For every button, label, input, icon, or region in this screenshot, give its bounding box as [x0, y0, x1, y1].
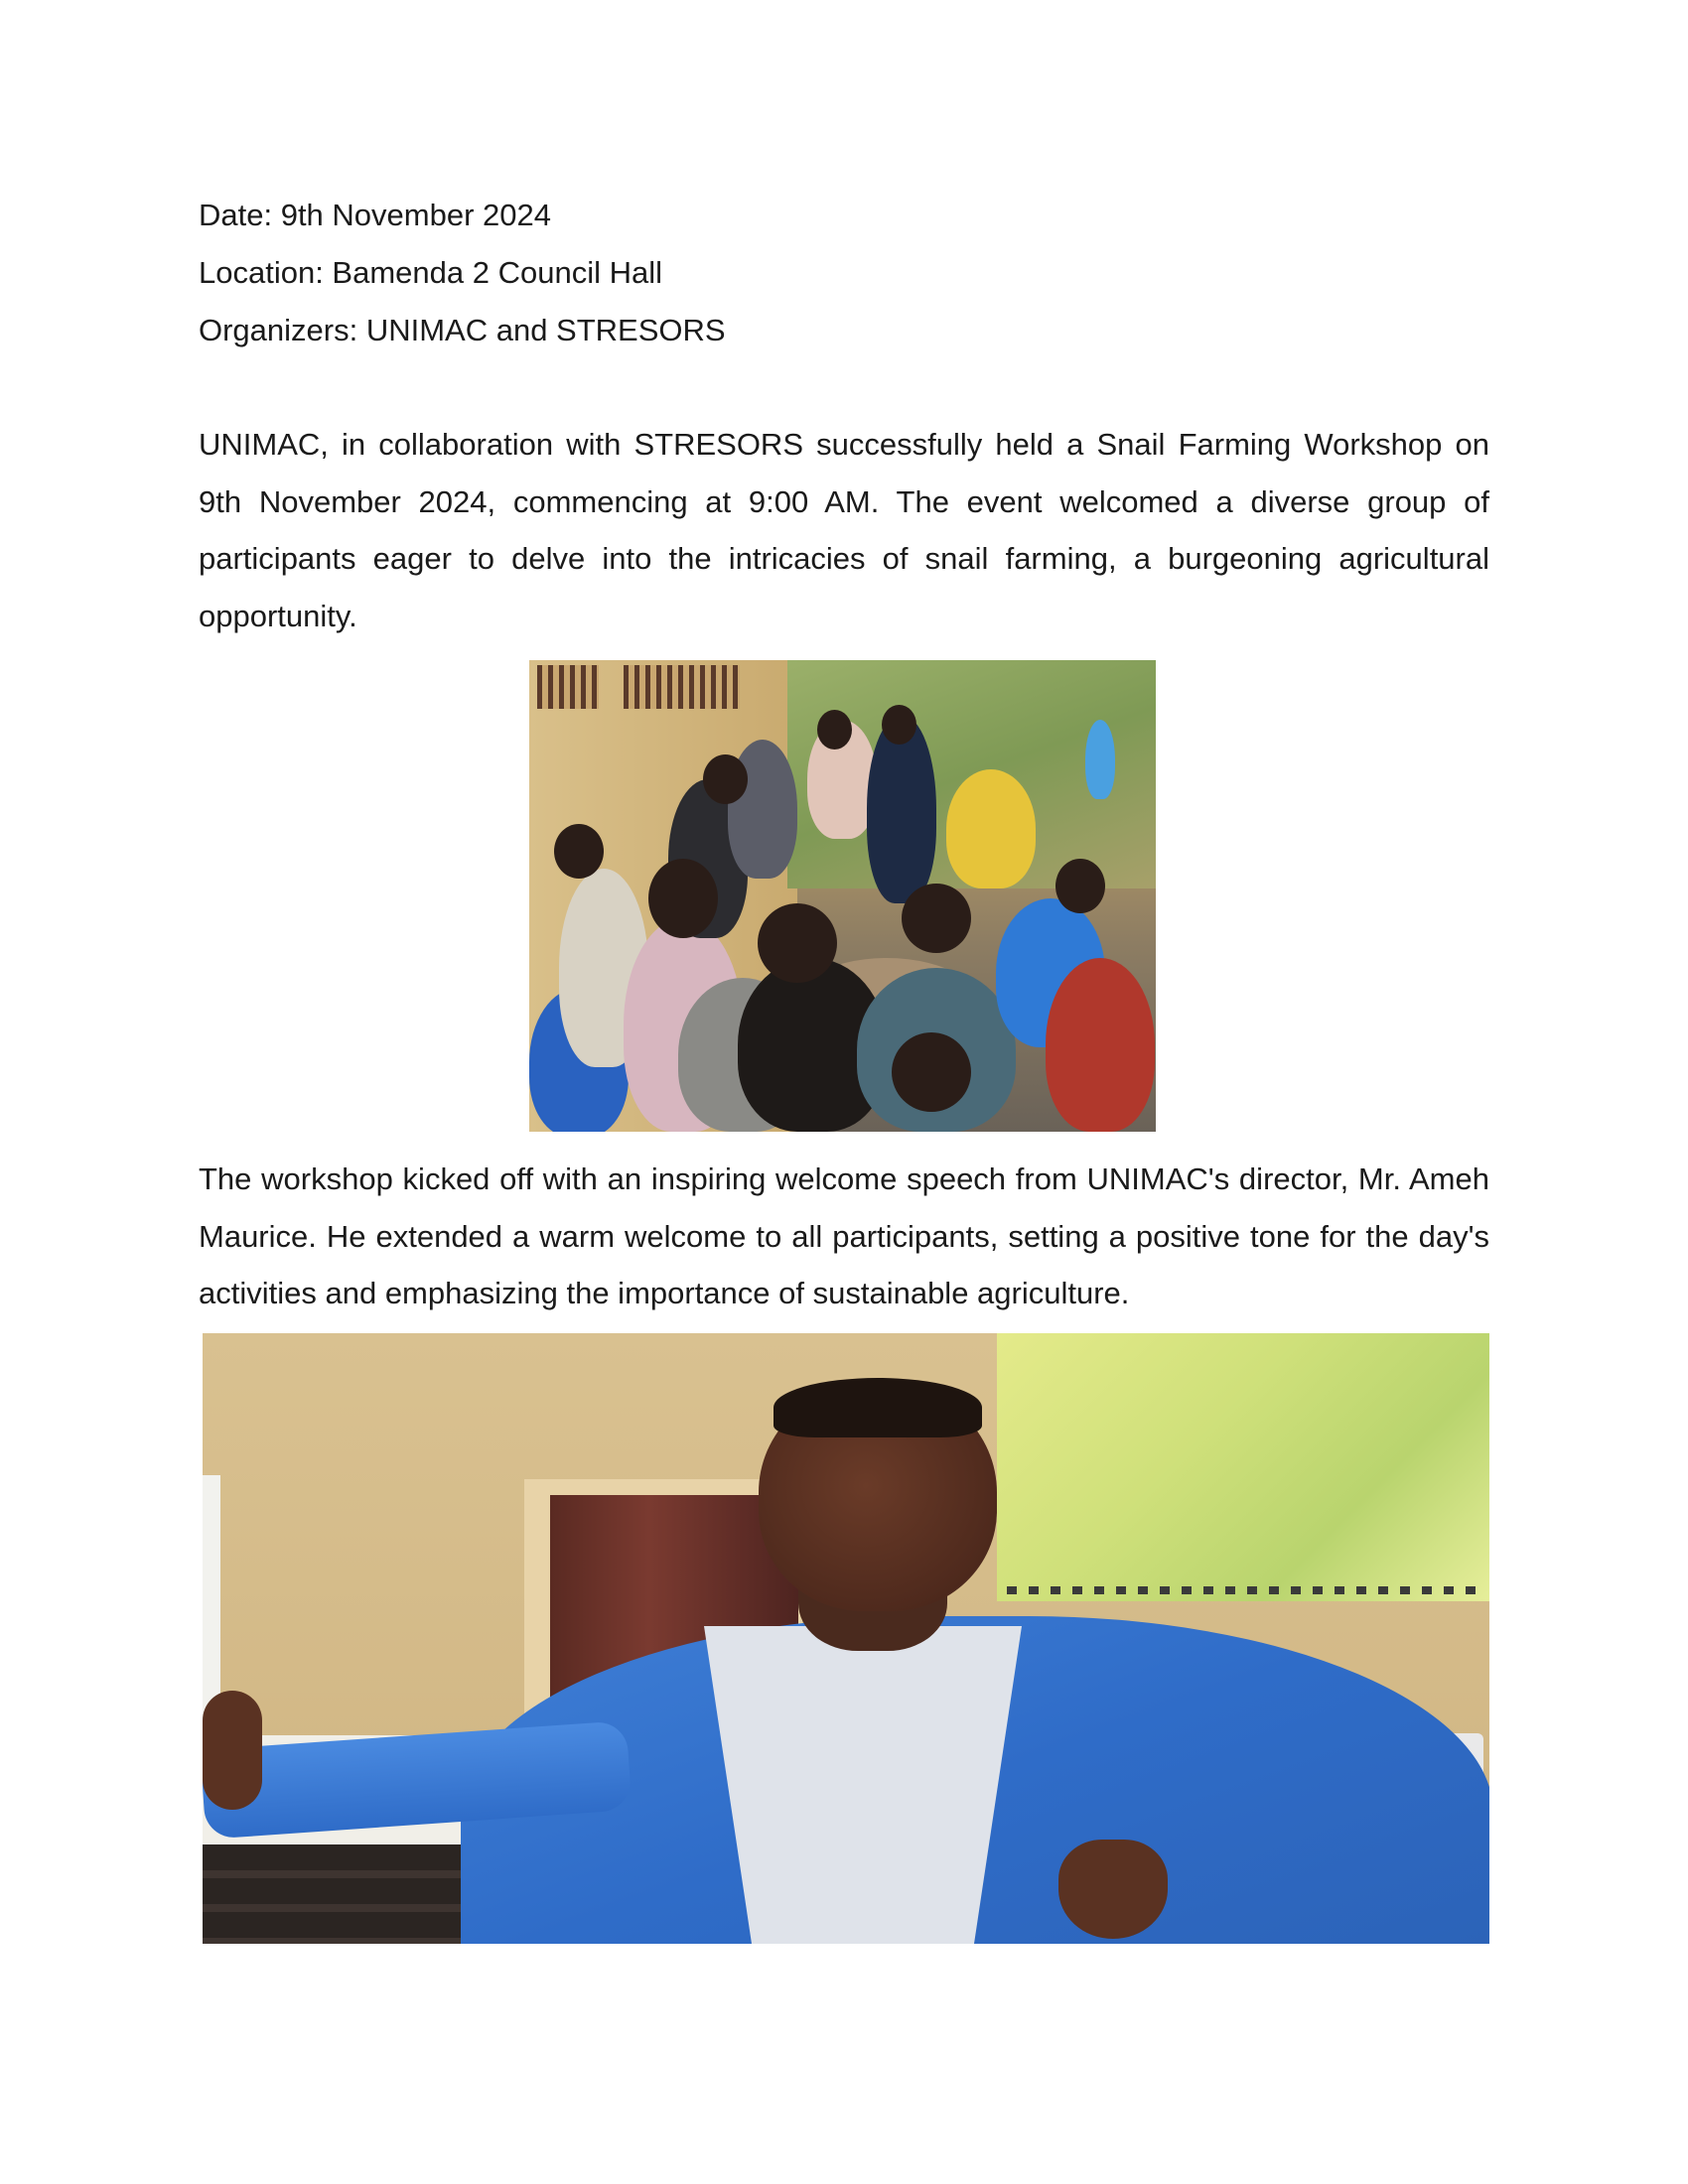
event-location: Location: Bamenda 2 Council Hall [199, 255, 662, 290]
participants-photo [529, 660, 1156, 1132]
welcome-paragraph: The workshop kicked off with an inspiring welcome speech from UNIMAC's director, Mr. Ameh Maurice. He extended a warm welcome to all participants, setting a positive tone for the day's activities and emphasizing the importance of sustainable agriculture. [199, 1161, 1489, 1310]
intro-paragraph: UNIMAC, in collaboration with STRESORS successfully held a Snail Farming Workshop on 9th November 2024, commencing at 9:00 AM. The event welcomed a diverse group of participants eager to delve into the intricacies of snail farming, a burgeoning agricultural opportunity. [199, 427, 1489, 633]
director-speech-photo [203, 1333, 1489, 1944]
event-organizers: Organizers: UNIMAC and STRESORS [199, 313, 726, 347]
event-date: Date: 9th November 2024 [199, 198, 551, 232]
